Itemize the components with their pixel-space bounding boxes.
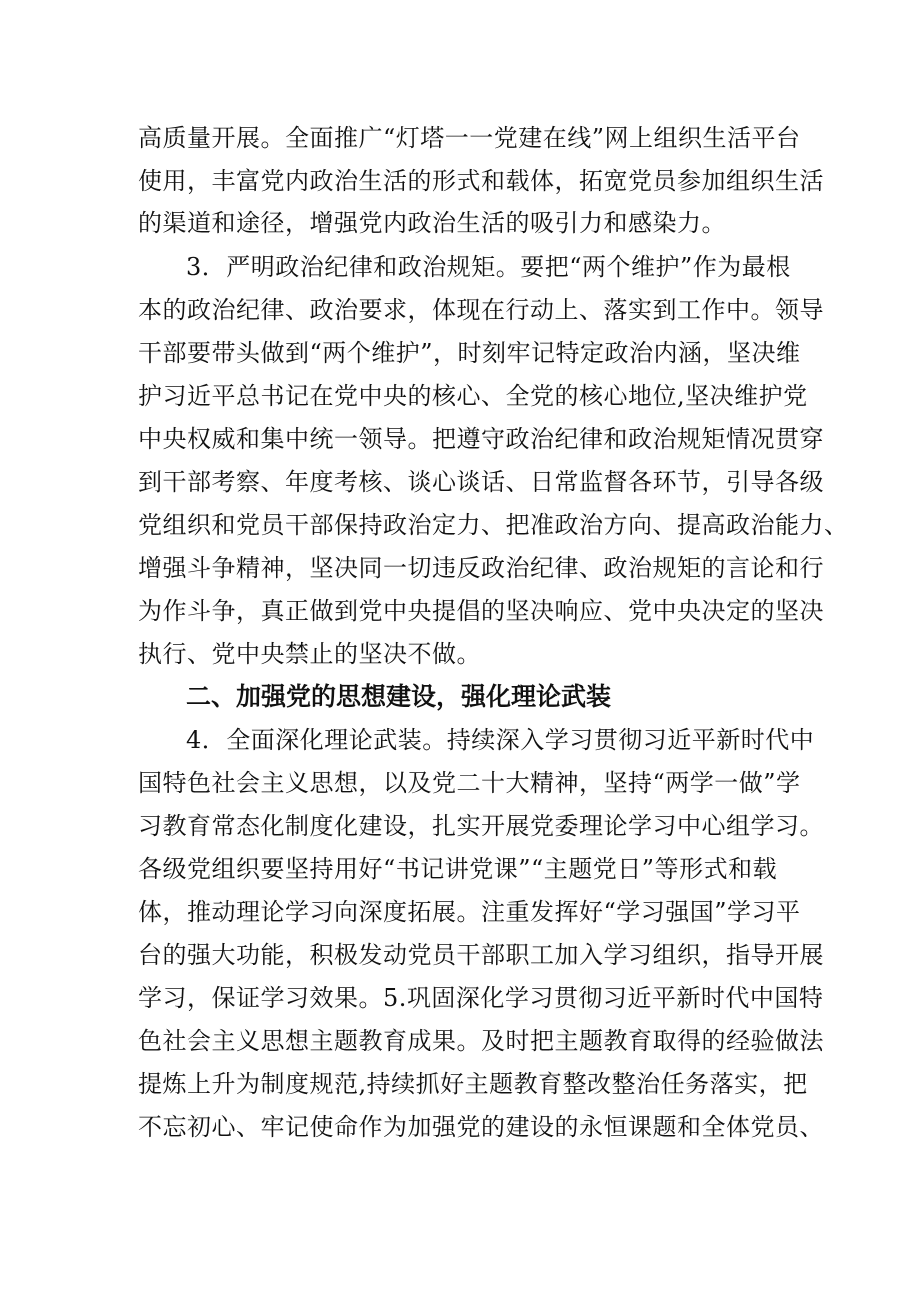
body-text-line: 本的政治纪律、政治要求，体现在行动上、落实到工作中。领导 (138, 296, 824, 324)
body-text-line: 的渠道和途径，增强党内政治生活的吸引力和感染力。 (138, 209, 726, 237)
body-text-line: 干部要带头做到“两个维护”，时刻牢记特定政治内涵，坚决维 (138, 339, 801, 367)
body-text-line: 不忘初心、牢记使命作为加强党的建设的永恒课题和全体党员、 (138, 1113, 824, 1141)
body-text-line: 学习，保证学习效果。5.巩固深化学习贯彻习近平新时代中国特 (138, 984, 824, 1012)
body-text-line: 国特色社会主义思想，以及党二十大精神，坚持“两学一做”学 (138, 769, 801, 797)
body-text-line: 4．全面深化理论武装。持续深入学习贯彻习近平新时代中 (186, 726, 815, 754)
body-text-line: 高质量开展。全面推广“灯塔一一党建在线”网上组织生活平台 (138, 124, 801, 152)
body-text-line: 3．严明政治纪律和政治规矩。要把“两个维护”作为最根 (186, 253, 791, 281)
body-text-line: 党组织和党员干部保持政治定力、把准政治方向、提高政治能力、 (138, 511, 849, 539)
body-text-line: 为作斗争，真正做到党中央提倡的坚决响应、党中央决定的坚决 (138, 597, 824, 625)
body-text-line: 体，推动理论学习向深度拓展。注重发挥好“学习强国”学习平 (138, 898, 801, 926)
body-text-line: 色社会主义思想主题教育成果。及时把主题教育取得的经验做法 (138, 1027, 824, 1055)
body-text-line: 执行、党中央禁止的坚决不做。 (138, 640, 481, 668)
body-text-line: 习教育常态化制度化建设，扎实开展党委理论学习中心组学习。 (138, 812, 824, 840)
body-text-line: 台的强大功能，积极发动党员干部职工加入学习组织，指导开展 (138, 941, 824, 969)
body-text-line: 使用，丰富党内政治生活的形式和载体，拓宽党员参加组织生活 (138, 167, 824, 195)
body-text-line: 提炼上升为制度规范,持续抓好主题教育整改整治任务落实，把 (138, 1070, 808, 1098)
section-heading: 二、加强党的思想建设，强化理论武装 (186, 682, 612, 711)
body-text-line: 增强斗争精神，坚决同一切违反政治纪律、政治规矩的言论和行 (138, 554, 824, 582)
body-text-line: 中央权威和集中统一领导。把遵守政治纪律和政治规矩情况贯穿 (138, 425, 824, 453)
body-text-line: 到干部考察、年度考核、谈心谈话、日常监督各环节，引导各级 (138, 468, 824, 496)
body-text-line: 护习近平总书记在党中央的核心、全党的核心地位,坚决维护党 (138, 382, 808, 410)
body-text-line: 各级党组织要坚持用好“书记讲党课”“主题党日”等形式和载 (138, 855, 778, 883)
